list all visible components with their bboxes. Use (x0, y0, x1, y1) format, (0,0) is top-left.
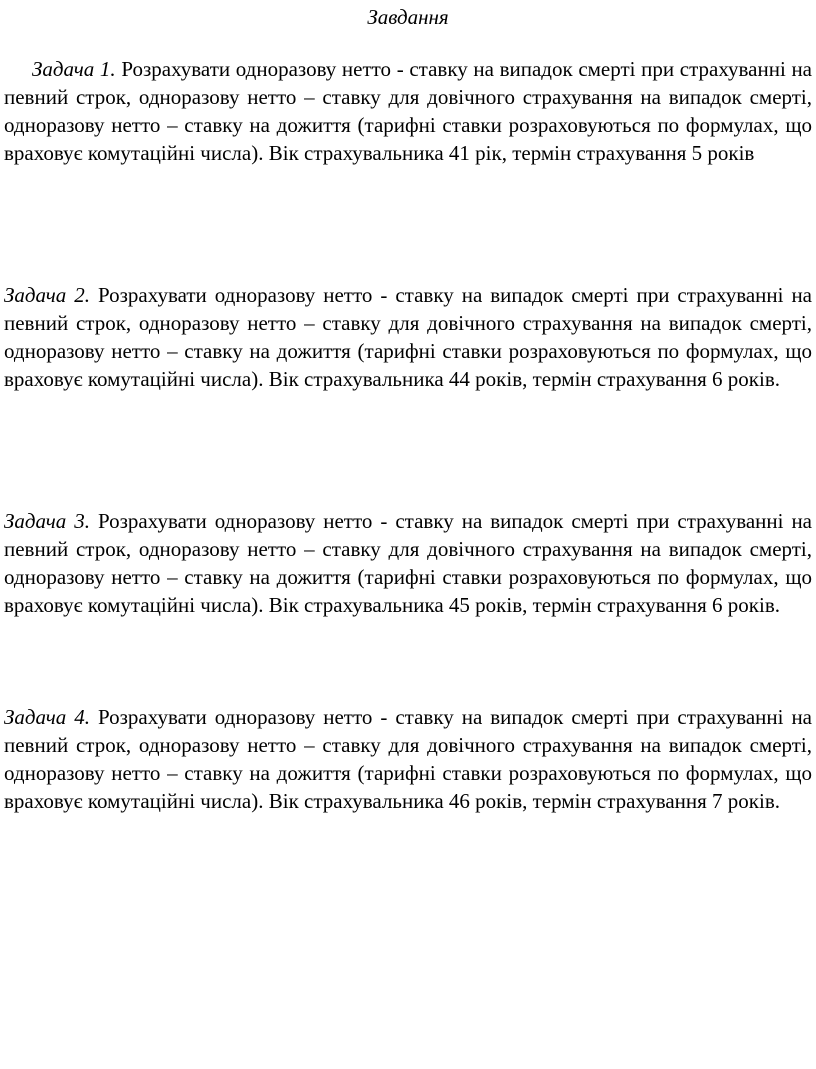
task-text-2: Розрахувати одноразову нетто - ставку на випадок смерті при страхуванні на певний строк, одноразову нетто – ставку для довічного страхування на випадок смерті, одноразову нетто – ставку на дожиття (тарифні ставки розраховуються по формулах, що враховує комутаційні числа). Вік страхувальника 44 років, термін страхування 6 років. (4, 283, 813, 391)
task-paragraph-2 (4, 281, 812, 393)
task-label-2: Задача 2. (4, 283, 90, 307)
task-text-4: Розрахувати одноразову нетто - ставку на випадок смерті при страхуванні на певний строк, одноразову нетто – ставку для довічного страхування на випадок смерті, одноразову нетто – ставку на дожиття (тарифні ставки розраховуються по формулах, що враховує комутаційні числа). Вік страхувальника 46 років, термін страхування 7 років. (4, 705, 813, 813)
task-label-3: Задача 3. (4, 509, 90, 533)
task-text-1: Розрахувати одноразову нетто - ставку на випадок смерті при страхуванні на певний строк, одноразову нетто – ставку для довічного страхування на випадок смерті, одноразову нетто – ставку на дожиття (тарифні ставки розраховуються по формулах, що враховує комутаційні числа). Вік страхувальника 41 рік, термін страхування 5 років (4, 57, 813, 165)
task-paragraph-4 (4, 703, 812, 815)
task-paragraph-1 (4, 55, 812, 167)
task-label-4: Задача 4. (4, 705, 90, 729)
task-text-3: Розрахувати одноразову нетто - ставку на випадок смерті при страхуванні на певний строк, одноразову нетто – ставку для довічного страхування на випадок смерті, одноразову нетто – ставку на дожиття (тарифні ставки розраховуються по формулах, що враховує комутаційні числа). Вік страхувальника 45 років, термін страхування 6 років. (4, 509, 813, 617)
page-title: Завдання (367, 5, 449, 29)
task-paragraph-3 (4, 507, 812, 619)
task-label-1: Задача 1. (32, 57, 116, 81)
